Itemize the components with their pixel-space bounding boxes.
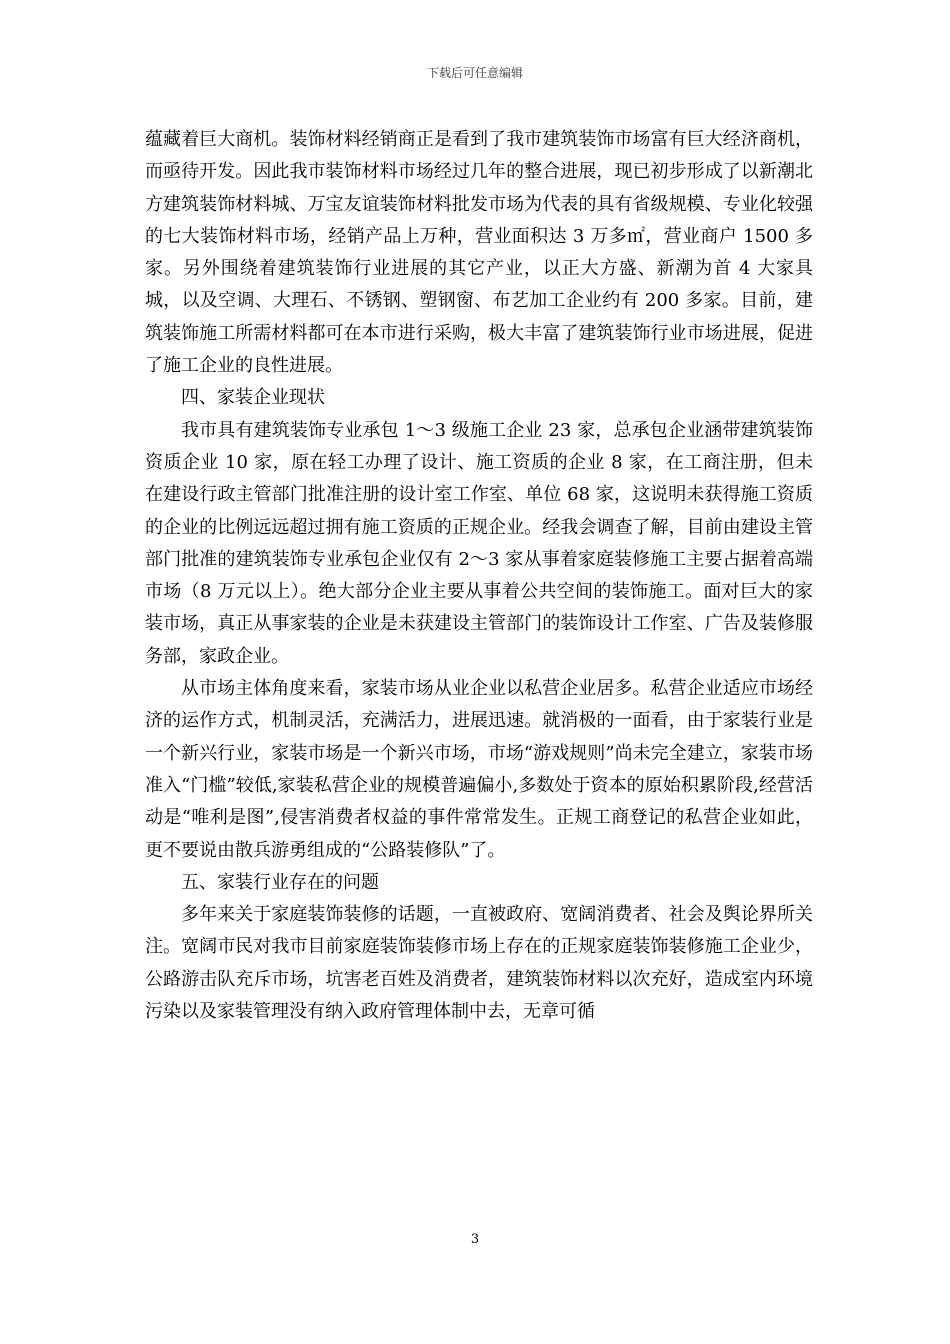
paragraph-problems: 多年来关于家庭装饰装修的话题，一直被政府、宽阔消费者、社会及舆论界所关注。宽阔市民对我市目前家庭装饰装修市场上存在的正规家庭装饰装修施工企业少，公路游击队充斥市场，坑害老百姓及消费者，建筑装饰材料以次充好，造成室内环境污染以及家装管理没有纳入政府管理体制中去，无章可循	[145, 904, 813, 1023]
paragraph-materials-market: 蕴藏着巨大商机。装饰材料经销商正是看到了我市建筑装饰市场富有巨大经济商机，而亟待开发。因此我市装饰材料市场经过几年的整合进展，现已初步形成了以新潮北方建筑装饰材料城、万宝友谊装饰材料批发市场为代表的具有省级规模、专业化较强的七大装饰材料市场，经销产品上万种，营业面积达 3 万多㎡，营业商户 1500 多家。另外围绕着建筑装饰行业进展的其它产业，以正大方盛、新潮为首 4 大家具城，以及空调、大理石、不锈钢、塑钢窗、布艺加工企业约有 200 多家。目前，建筑装饰施工所需材料都可在本市进行采购，极大丰富了建筑装饰行业市场进展，促进了施工企业的良性进展。	[145, 129, 813, 377]
paragraph-enterprise-status: 我市具有建筑装饰专业承包 1～3 级施工企业 23 家，总承包企业涵带建筑装饰资质企业 10 家，原在轻工办理了设计、施工资质的企业 8 家，在工商注册，但未在建设行政主管部门批准注册的设计室工作室、单位 68 家，这说明未获得施工资质的企业的比例远远超过拥有施工资质的正规企业。经我会调查了解，目前由建设主管部门批准的建筑装饰专业承包企业仅有 2～3 家从事着家庭装修施工主要占据着高端市场（8 万元以上）。绝大部分企业主要从事着公共空间的装饰施工。面对巨大的家装市场，真正从事家装的企业是未获建设主管部门的装饰设计工作室、广告及装修服务部，家政企业。	[145, 419, 813, 667]
section-heading-5: 五、家装行业存在的问题	[181, 871, 379, 893]
page-number: 3	[470, 1232, 480, 1247]
document-body	[145, 124, 813, 1028]
page-header: 下载后可任意编辑	[426, 66, 523, 80]
section-heading-4: 四、家装企业现状	[181, 387, 325, 409]
paragraph-market-subjects: 从市场主体角度来看，家装市场从业企业以私营企业居多。私营企业适应市场经济的运作方式，机制灵活，充满活力，进展迅速。就消极的一面看，由于家装行业是一个新兴行业，家装市场是一个新兴市场，市场“游戏规则”尚未完全建立，家装市场准入“门槛”较低,家装私营企业的规模普遍偏小,多数处于资本的原始积累阶段,经营活动是“唯利是图”,侵害消费者权益的事件常常发生。正规工商登记的私营企业如此，更不要说由散兵游勇组成的“公路装修队”了。	[145, 678, 813, 861]
